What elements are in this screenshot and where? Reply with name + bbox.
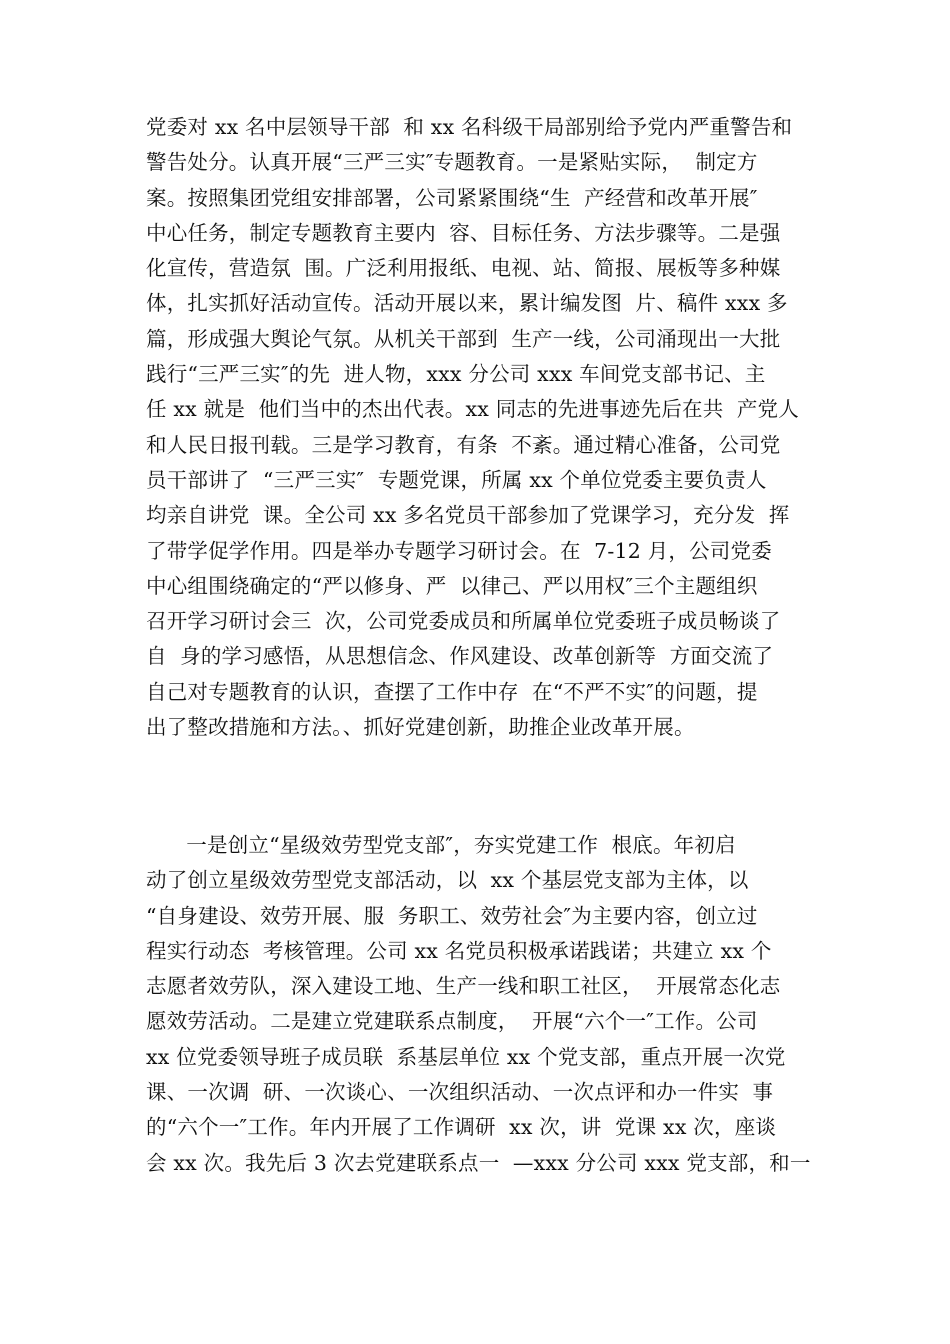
text-line: 中心组围绕确定的“严以修身、严 以律己、严以用权″三个主题组织	[146, 573, 758, 598]
text-line: 篇，形成强大舆论气氛。从机关干部到 生产一线，公司涌现出一大批	[146, 326, 781, 351]
text-line: 党委对 xx 名中层领导干部 和 xx 名科级干局部别给予党内严重警告和	[146, 115, 793, 139]
text-line: 出了整改措施和方法。、抓好党建创新，助推企业改革开展。	[146, 715, 695, 740]
text-line: 一是创立“星级效劳型党支部″，夯实党建工作 根底。年初启	[146, 833, 736, 857]
text-line: 自己对专题教育的认识，查摆了工作中存 在“不严不实″的问题，提	[146, 679, 758, 704]
paragraph-2	[146, 828, 816, 1181]
text-line: 员干部讲了 “三严三实″ 专题党课，所属 xx 个单位党委主要负责人	[146, 467, 767, 492]
text-line: 案。按照集团党组安排部署，公司紧紧围绕“生 产经营和改革开展″	[146, 185, 758, 210]
text-line: 愿效劳活动。二是建立党建联系点制度， 开展“六个一″工作。公司	[146, 1009, 758, 1034]
text-line: “自身建设、效劳开展、服 务职工、效劳社会″为主要内容，创立过	[146, 903, 758, 928]
text-line: 践行“三严三实″的先 进人物，xxx 分公司 xxx 车间党支部书记、主	[146, 362, 766, 387]
text-line: 动了创立星级效劳型党支部活动，以 xx 个基层党支部为主体，以	[146, 868, 749, 893]
text-line: 中心任务，制定专题教育主要内 容、目标任务、方法步骤等。二是强	[146, 220, 781, 245]
text-line: xx 位党委领导班子成员联 系基层单位 xx 个党支部，重点开展一次党	[146, 1044, 786, 1069]
text-line: 和人民日报刊载。三是学习教育，有条 不紊。通过精心准备，公司党	[146, 432, 781, 457]
text-line: 化宣传，营造氛 围。广泛利用报纸、电视、站、简报、展板等多种媒	[146, 256, 781, 281]
text-line: 程实行动态 考核管理。公司 xx 名党员积极承诺践诺；共建立 xx 个	[146, 938, 772, 963]
text-line: 自 身的学习感悟，从思想信念、作风建设、改革创新等 方面交流了	[146, 644, 774, 669]
text-line: 会 xx 次。我先后 3 次去党建联系点一 —xxx 分公司 xxx 党支部，和一	[146, 1150, 811, 1175]
text-line: 志愿者效劳队，深入建设工地、生产一线和职工社区， 开展常态化志	[146, 974, 781, 999]
text-line: 了带学促学作用。四是举办专题学习研讨会。在 7-12 月，公司党委	[146, 538, 772, 563]
text-line: 均亲自讲党 课。全公司 xx 多名党员干部参加了党课学习，充分发 挥	[146, 503, 790, 528]
text-line: 召开学习研讨会三 次，公司党委成员和所属单位党委班子成员畅谈了	[146, 609, 781, 634]
paragraph-1	[146, 110, 816, 745]
text-line: 任 xx 就是 他们当中的杰出代表。xx 同志的先进事迹先后在共 产党人	[146, 397, 799, 422]
text-line: 课、一次调 研、一次谈心、一次组织活动、一次点评和办一件实 事	[146, 1080, 774, 1105]
text-line: 的“六个一″工作。年内开展了工作调研 xx 次，讲 党课 xx 次，座谈	[146, 1115, 777, 1140]
text-line: 体，扎实抓好活动宣传。活动开展以来，累计编发图 片、稿件 xxx 多	[146, 291, 788, 316]
text-line: 警告处分。认真开展“三严三实″专题教育。一是紧贴实际， 制定方	[146, 150, 758, 175]
